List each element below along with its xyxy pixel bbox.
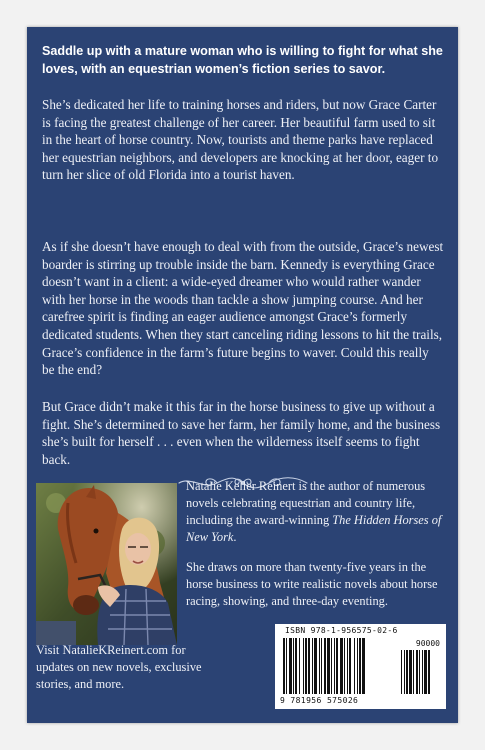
award-book-title: The Hidden Horses of New York: [186, 513, 442, 544]
barcode-number: 9 781956 575026: [280, 696, 359, 705]
back-cover: [27, 27, 458, 723]
author-bio: [186, 478, 451, 546]
description-paragraph-2: As if she doesn’t have enough to deal with from the outside, Grace’s newest boarder is stirring up trouble inside the barn. Kennedy is everything Grace doesn’t want in a client: a wide-eyed dreamer who would rather wander with her horse in the woods than tackle a show jumping course. And her carefree spirit is finding an eager audience amongst Grace’s formerly dedicated students. When they start canceling riding lessons to hit the trails, Grace’s confidence in the farm’s future begins to waver. Could this really be the end?: [42, 239, 444, 378]
tagline: Saddle up with a mature woman who is willing to fight for what she loves, with an equestrian women’s fiction series to savor.: [42, 44, 443, 76]
description-paragraph-3: But Grace didn’t make it this far in the horse business to give up without a fight. She’s determined to save her farm, her family home, and the business she’s built for herself . . . even when the wilderness itself seems to fight back.: [42, 399, 441, 467]
author-experience: She draws on more than twenty-five years in the horse business to write realistic novels about horse racing, showing, and three-day eventing.: [186, 560, 438, 608]
author-photo: [36, 483, 177, 645]
price-addon-code: 90000: [415, 639, 440, 648]
description-paragraph-1: She’s dedicated her life to training horses and riders, but now Grace Carter is facing the greatest challenge of her career. Her beautiful farm used to sit in the heart of horse country. Now, tourists and theme parks have replaced her equestrian neighbors, and developers are knocking at her door, eager to turn her slice of old Florida into a tourist haven.: [42, 97, 439, 183]
isbn-label: ISBN 978-1-956575-02-6: [285, 626, 398, 635]
isbn-barcode: [275, 624, 446, 709]
author-bio-lead: Natalie Keller Reinert is the author of numerous novels celebrating equestrian and country life, including the award-winning: [186, 479, 426, 527]
author-bio-tail: .: [233, 530, 237, 544]
website-note: Visit NatalieKReinert.com for updates on new novels, exclusive stories, and more.: [36, 643, 202, 691]
